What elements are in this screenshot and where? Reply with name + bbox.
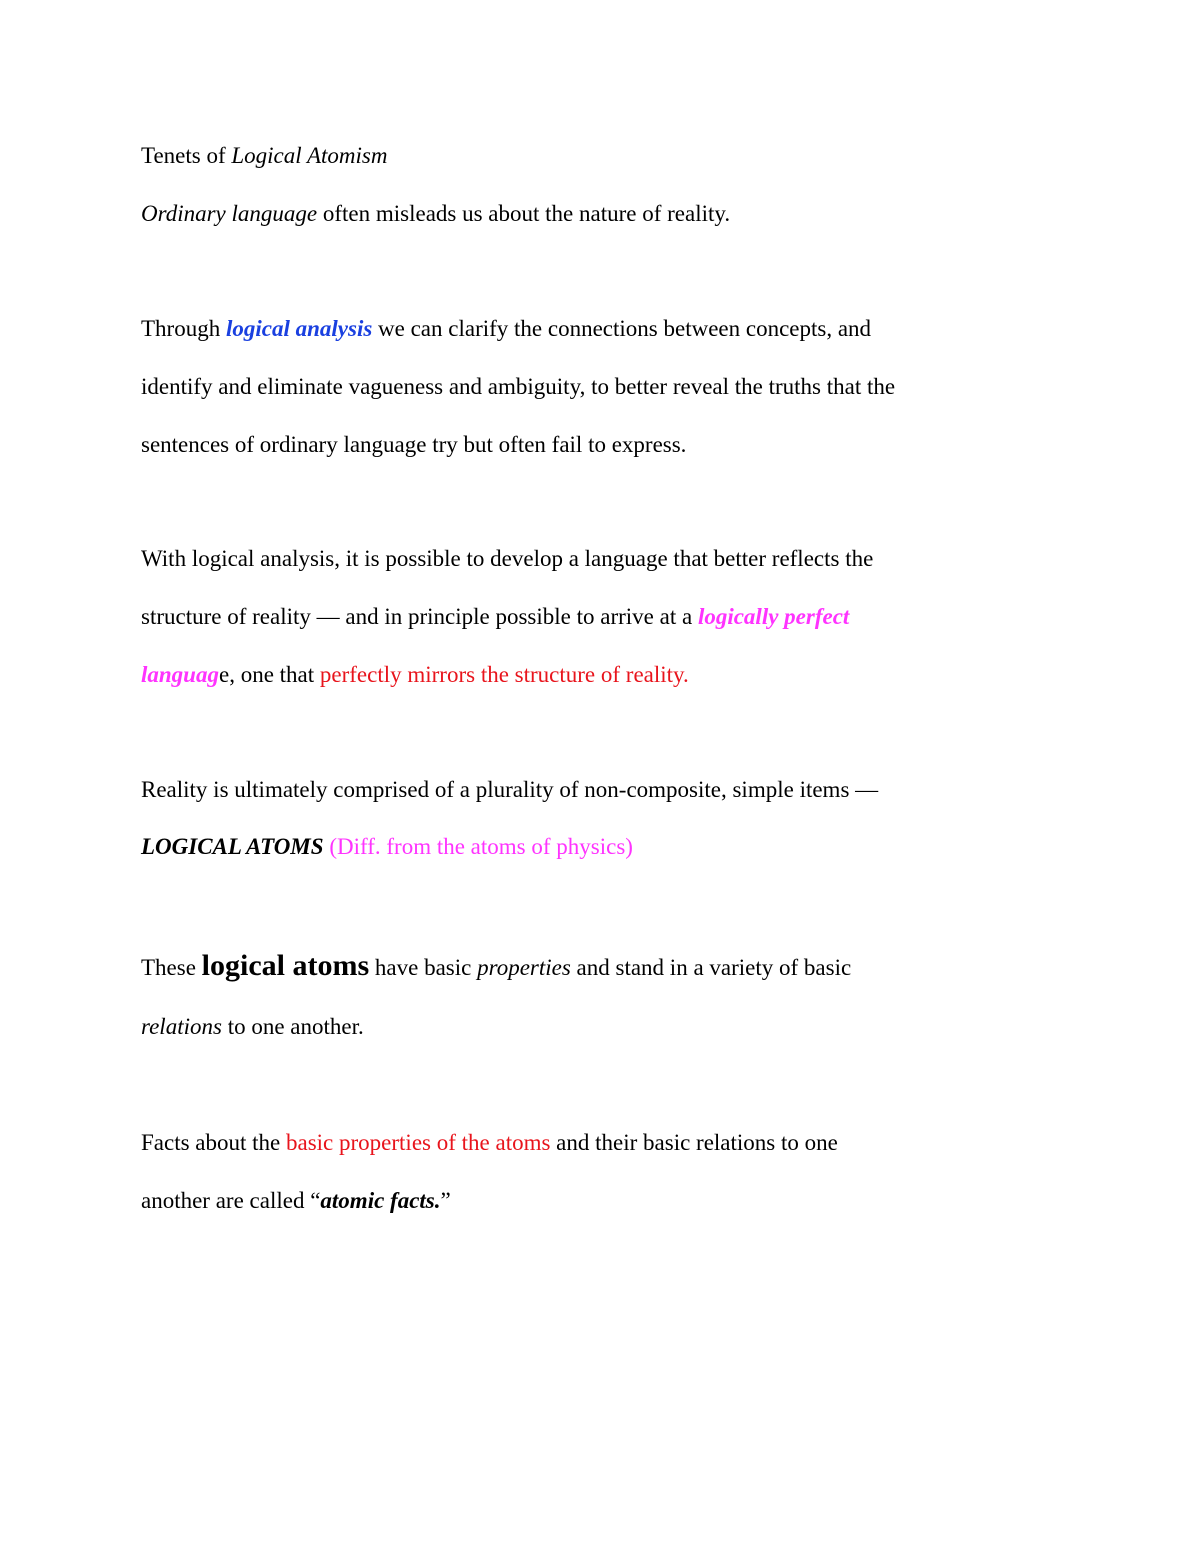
logical-analysis-term: logical analysis [225,316,373,341]
relations-term: relations [141,1014,222,1039]
logical-atoms-heading-term: LOGICAL ATOMS [141,834,324,859]
paragraph-text: Through [141,316,226,341]
paragraph-atoms-line-1 [141,951,851,983]
paragraph-text: identify and eliminate vagueness and ambiguity, to better reveal the truths that the [141,374,896,399]
ordinary-language-term: Ordinary language [141,201,318,226]
properties-term: properties [477,955,571,980]
paragraph-text: we can clarify the connections between concepts, and [372,316,872,341]
title-emphasis: Logical Atomism [231,143,388,168]
mirrors-reality-highlight: perfectly mirrors the structure of reality. [319,662,689,687]
paragraph-text: another are called “ [141,1188,321,1213]
paragraph-text: sentences of ordinary language try but often fail to express. [141,432,687,457]
logically-perfect-term: logically perfect [697,604,850,629]
title-prefix: Tenets of [141,143,232,168]
physics-note: (Diff. from the atoms of physics) [323,834,633,859]
paragraph-atomic-facts-line-2 [141,1186,451,1216]
paragraph-text: e, one that [218,662,320,687]
paragraph-reality-line-2 [141,832,633,862]
paragraph-atomic-facts-line-1 [141,1128,838,1158]
basic-properties-highlight: basic properties of the atoms [286,1130,551,1155]
paragraph-text: and stand in a variety of basic [570,955,852,980]
paragraph-text: Reality is ultimately comprised of a plurality of non-composite, simple items — [141,777,879,802]
paragraph-perfect-language-line-1 [141,544,873,574]
paragraph-text: to one another. [221,1014,364,1039]
paragraph-perfect-language-line-2 [141,602,849,632]
paragraph-text: ” [440,1188,451,1213]
document-title [141,141,388,171]
paragraph-perfect-language-line-3 [141,660,689,690]
paragraph-logical-analysis-line-3 [141,430,686,460]
paragraph-ordinary-language [141,199,730,229]
paragraph-logical-analysis-line-1 [141,314,871,344]
paragraph-text: With logical analysis, it is possible to develop a language that better reflects the [141,546,874,571]
language-term: languag [141,662,219,687]
paragraph-text: structure of reality — and in principle possible to arrive at a [141,604,698,629]
atomic-facts-term: atomic facts. [320,1188,441,1213]
paragraph-text: and their basic relations to one [550,1130,838,1155]
paragraph-logical-analysis-line-2 [141,372,895,402]
logical-atoms-large-term: logical atoms [201,949,370,982]
paragraph-text: These [141,955,202,980]
paragraph-text: Facts about the [141,1130,286,1155]
paragraph-atoms-line-2 [141,1012,364,1042]
paragraph-reality-line-1 [141,775,878,805]
paragraph-text: have basic [369,955,478,980]
paragraph-text: often misleads us about the nature of reality. [317,201,731,226]
